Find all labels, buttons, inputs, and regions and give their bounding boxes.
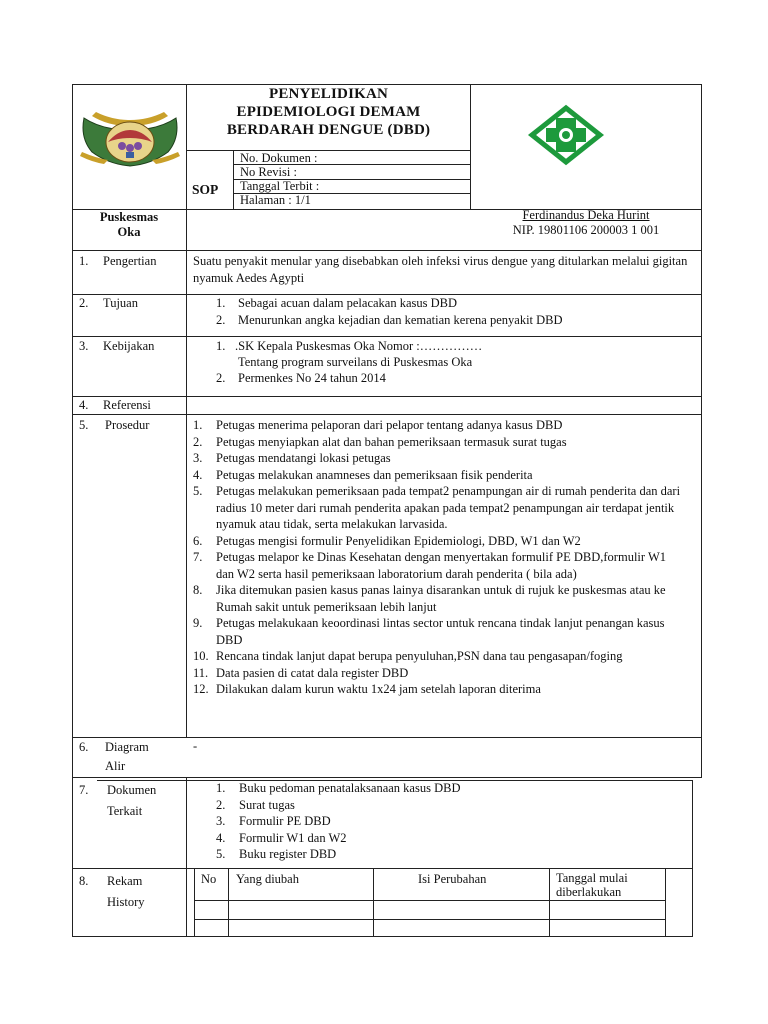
history-header-changed: Yang diubah [236,872,299,886]
section-label-rekam: Rekam [107,874,143,888]
prosedur-step: 1. Petugas menerima pelaporan dari pelapor tentang adanya kasus DBD [193,418,563,432]
section-number: 3. [79,339,89,353]
history-header-no: No [201,872,217,886]
prosedur-step: 8. Jika ditemukan pasien kasus panas lainya disarankan untuk di rujuk ke puskesmas atau ke Rumah sakit untuk pemeriksaan lebih lanjut [193,583,666,614]
puskesmas-cross-logo [526,104,606,166]
section-label-history: History [107,895,145,909]
prosedur-step: 9. Petugas melakukaan keoordinasi lintas sector untuk rencana tindak lanjut penangan kasus DBD [193,616,665,647]
section-label-dokumen: Dokumen [107,783,157,797]
prosedur-step: 5. Petugas melakukan pemeriksaan pada tempat2 penampungan air di rumah penderita dan dari radius 10 meter dari rumah penderita apakan pada tempat2 penampungan air terdapat jentik nyamuk atau tidak, serta melakukan larvasida. [193,484,681,531]
prosedur-step: 10. Rencana tindak lanjut dapat berupa penyuluhan,PSN dana tau pengasapan/foging [193,649,623,663]
section-number: 8. [79,874,89,888]
history-header-content: Isi Perubahan [418,872,487,886]
dokumen-item: 1. Buku pedoman penatalaksanaan kasus DBD [216,781,461,795]
sop-label: SOP [192,182,219,197]
history-header-date: Tanggal mulai [556,871,628,885]
dokumen-item: 4. Formulir W1 dan W2 [216,830,347,845]
signer-nip: NIP. 19801106 200003 1 001 [512,222,660,237]
org-name-line: Puskesmas [99,210,159,224]
tujuan-item-number: 1. [216,296,226,310]
pengertian-text: Suatu penyakit menular yang disebabkan oleh infeksi virus dengue yang ditularkan melalui gigitan nyamuk Aedes Agypti [193,254,688,285]
prosedur-step: 4. Petugas melakukan anamneses dan pemeriksaan fisik penderita [193,467,533,482]
section-label-prosedur: Prosedur [105,418,150,432]
section-number: 6. [79,740,89,754]
dokumen-item: 3. Formulir PE DBD [216,814,331,828]
page-field: Halaman : 1/1 [240,193,311,207]
sop-title-line: EPIDEMIOLOGI DEMAM [236,104,421,120]
signer-name: Ferdinandus Deka Hurint [522,208,650,222]
prosedur-step: 6. Petugas mengisi formulir Penyelidikan Epidemiologi, DBD, W1 dan W2 [193,533,581,548]
kebijakan-item: Permenkes No 24 tahun 2014 [238,371,386,385]
kebijakan-item-number: 1. [216,339,226,353]
prosedur-step: 2. Petugas menyiapkan alat dan bahan pemeriksaan termasuk surat tugas [193,434,567,449]
prosedur-step: 12. Dilakukan dalam kurun waktu 1x24 jam setelah laporan diterima [193,682,541,696]
kebijakan-item-number: 2. [216,371,226,385]
section-number: 7. [79,783,89,797]
dokumen-item: 5. Buku register DBD [216,847,337,861]
issue-date-field: Tanggal Terbit : [240,179,320,193]
section-number: 1. [79,254,89,268]
section-label-terkait: Terkait [107,804,143,818]
kebijakan-item: .SK Kepala Puskesmas Oka Nomor :…………… [235,339,483,353]
tujuan-item-number: 2. [216,313,226,327]
sop-title-line: PENYELIDIKAN [268,86,389,102]
diagram-content: - [193,739,198,753]
prosedur-list [193,417,698,698]
org-name-line: Oka [117,224,141,239]
prosedur-step: 11. Data pasien di catat dala register DBD [193,665,409,680]
section-label-kebijakan: Kebijakan [103,339,155,353]
dokumen-item: 2. Surat tugas [216,797,295,812]
section-number: 2. [79,296,89,310]
dokumen-list [216,780,686,863]
section-number: 5. [79,418,89,432]
section-label-pengertian: Pengertian [103,254,157,268]
prosedur-step: 3. Petugas mendatangi lokasi petugas [193,451,391,465]
history-header-date-cont: diberlakukan [556,885,622,899]
kebijakan-item-continuation: Tentang program surveilans di Puskesmas Oka [238,355,473,369]
regency-emblem-logo [78,108,182,168]
section-number: 4. [79,398,89,412]
revision-field: No Revisi : [240,165,297,179]
section-label-alir: Alir [105,759,126,773]
tujuan-item: Sebagai acuan dalam pelacakan kasus DBD [238,296,458,310]
section-label-referensi: Referensi [103,398,151,412]
section-label-diagram: Diagram [105,740,149,754]
prosedur-step: 7. Petugas melapor ke Dinas Kesehatan dengan menyertakan formulif PE DBD,formulir W1 dan W2 serta hasil pemeriksaan laboratorium darah penderita ( bila ada) [193,550,666,581]
section-label-tujuan: Tujuan [103,296,138,310]
sop-title-line: BERDARAH DENGUE (DBD) [226,122,431,138]
tujuan-item: Menurunkan angka kejadian dan kematian kerena penyakit DBD [238,313,563,327]
doc-number-field: No. Dokumen : [240,151,318,165]
